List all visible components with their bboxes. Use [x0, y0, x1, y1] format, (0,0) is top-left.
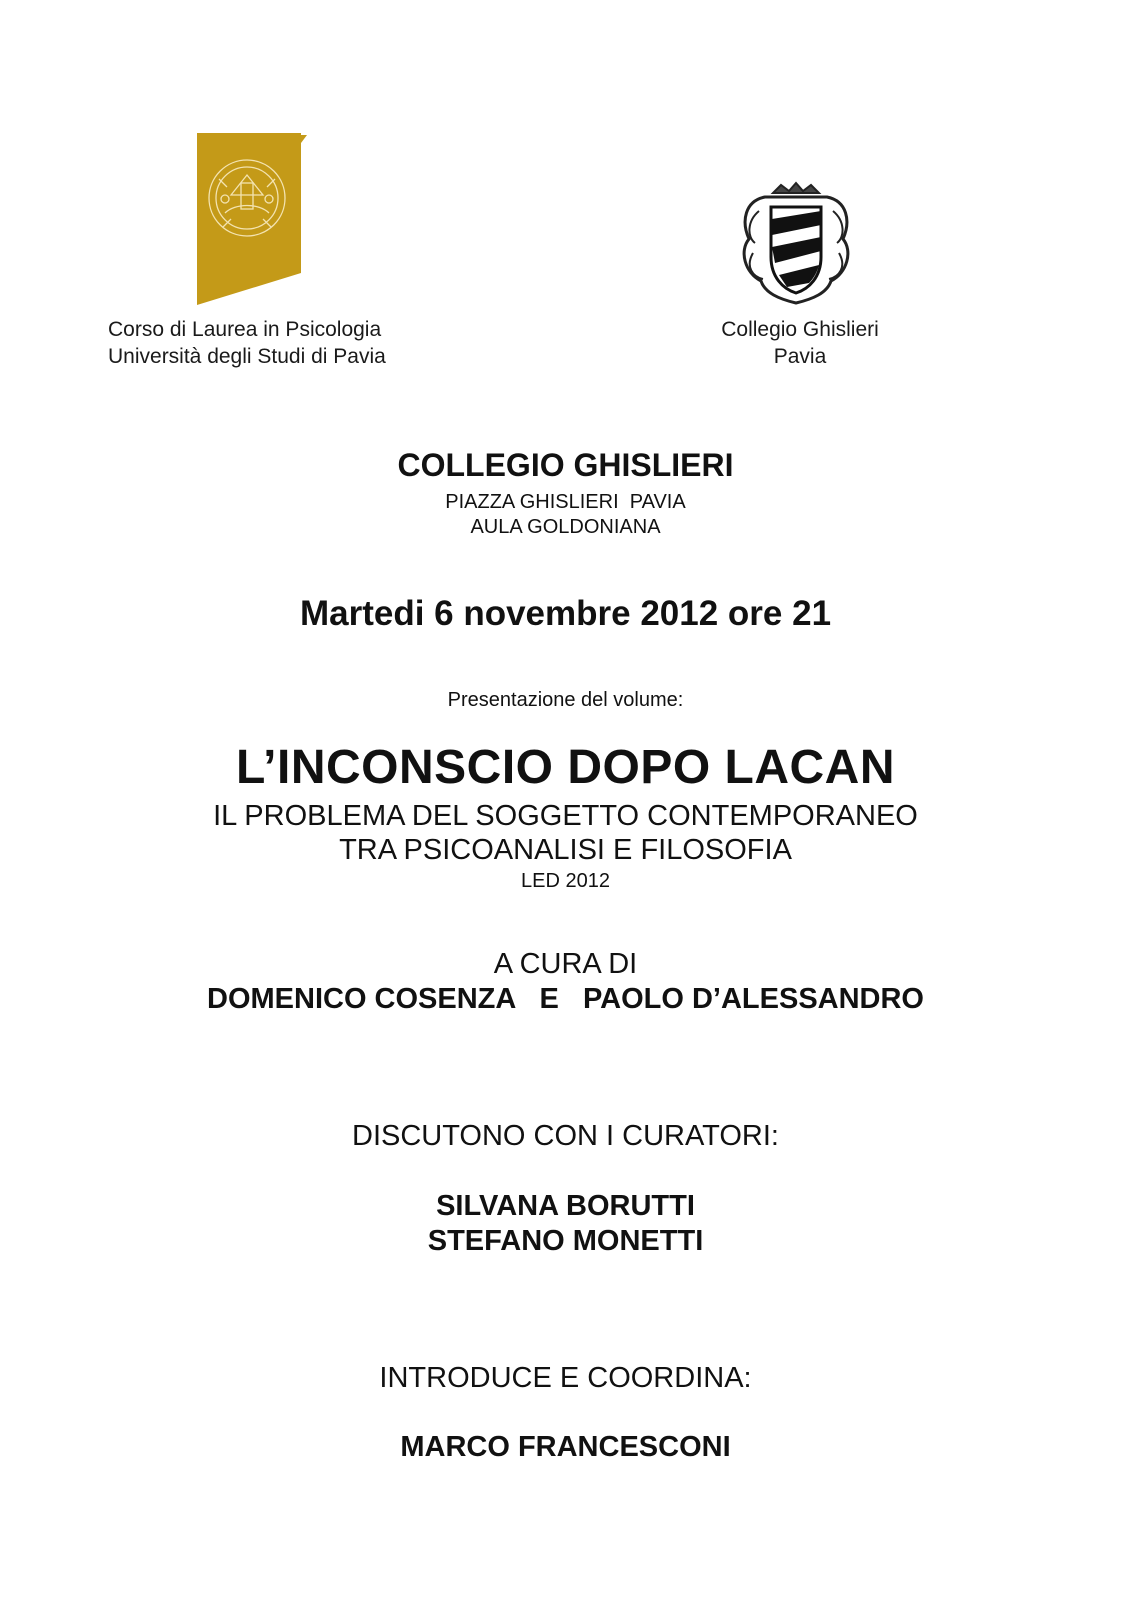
editors-label: A CURA DI [493, 948, 638, 980]
book-subtitle-line-2: TRA PSICOANALISI E FILOSOFIA [339, 834, 792, 866]
event-intro: Presentazione del volume: [447, 689, 684, 711]
coordinator-label: INTRODUCE E COORDINA: [379, 1362, 752, 1394]
discussant-name: SILVANA BORUTTI [436, 1190, 695, 1222]
college-name: Collegio Ghislieri [721, 318, 879, 341]
course-caption [108, 316, 468, 370]
discussant-name: STEFANO MONETTI [427, 1225, 704, 1257]
event-date-time: Martedi 6 novembre 2012 ore 21 [299, 594, 832, 633]
book-subtitle-line-1: IL PROBLEMA DEL SOGGETTO CONTEMPORANEO [213, 800, 918, 832]
venue-name: COLLEGIO GHISLIERI [397, 447, 734, 483]
college-caption [680, 316, 920, 370]
venue-address: PIAZZA GHISLIERI PAVIA [445, 491, 686, 513]
editors-names: DOMENICO COSENZA E PAOLO D’ALESSANDRO [207, 983, 924, 1015]
course-name: Corso di Laurea in Psicologia [108, 318, 382, 341]
coat-of-arms-icon [735, 181, 857, 307]
university-name: Università degli Studi di Pavia [108, 345, 386, 368]
university-seal-banner-icon [197, 133, 307, 313]
book-title: L’INCONSCIO DOPO LACAN [235, 741, 896, 794]
college-city: Pavia [773, 345, 827, 368]
discussants-label: DISCUTONO CON I CURATORI: [352, 1120, 779, 1152]
venue-room: AULA GOLDONIANA [470, 516, 661, 538]
book-publisher: LED 2012 [521, 870, 610, 892]
coordinator-name: MARCO FRANCESCONI [400, 1431, 731, 1463]
